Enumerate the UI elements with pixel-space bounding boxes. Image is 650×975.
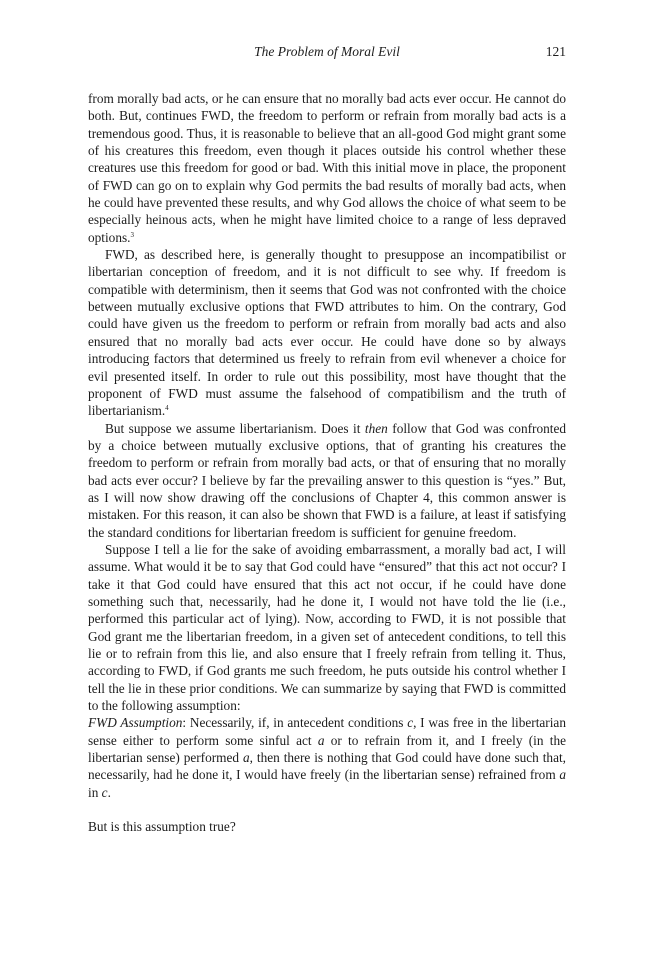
page-number: 121 <box>545 44 566 59</box>
quote-segment: in <box>88 784 102 800</box>
paragraph-5-text: But is this assumption true? <box>88 819 236 835</box>
paragraph-1 <box>88 90 566 246</box>
paragraph-5 <box>88 818 566 835</box>
paragraph-3 <box>88 420 566 541</box>
paragraph-1-text: from morally bad acts, or he can ensure that no morally bad acts ever occur. He cannot do both. But, continues FWD, the freedom to perform or refrain from morally bad acts is a tremendous good. Thus, it is reasonable to believe that an all-good God might grant some of his creatures this freedom, even though it places outside his control whether these creatures use this freedom for good or bad. With this initial move in place, the proponent of FWD can go on to explain why God permits the bad results of morally bad acts, when he could have prevented these results, and why God allows the choice of what seem to be especially heinous acts, when he might have limited choice to a range of less depraved options. <box>88 91 566 245</box>
running-header <box>88 44 566 64</box>
quote-variable: a <box>317 732 325 748</box>
quote-segment: , then there is nothing that God could have done such that, necessarily, had he done it, I would have freely (in the libertarian sense) refrained from <box>88 750 566 783</box>
footnote-ref-4[interactable]: 4 <box>165 404 169 413</box>
paragraph-2-text: FWD, as described here, is generally thought to presuppose an incompatibilist or libertarian conception of freedom, and it is not difficult to see why. If freedom is compatible with determinism, then it seems that God was not confronted with the choice between mutually exclusive options that FWD attributes to him. On the contrary, God could have given us the freedom to perform or refrain from morally bad acts and also ensured that no morally bad acts ever occur. He could have done so by always introducing factors that determined us freely to refrain from evil whenever a choice for evil presented itself. In order to rule out this possibility, most have thought that the proponent of FWD must assume the falsehood of compatibilism and the truth of libertarianism. <box>88 247 566 419</box>
paragraph-2 <box>88 246 566 419</box>
running-title: The Problem of Moral Evil <box>254 44 400 59</box>
quote-variable: c <box>407 715 414 731</box>
paragraph-4-text: Suppose I tell a lie for the sake of avoiding embarrassment, a morally bad act, I will assume. What would it be to say that God could have “ensured” that this act not occur? I take it that God could have ensured that this act not occur, if he could have done something such that, necessarily, had he done it, I would not have told the lie (i.e., performed this particular act of lying). Now, according to FWD, it is not possible that God grant me the libertarian freedom, in a given set of antecedent conditions, to tell this lie or to refrain from this lie, and also ensure that I freely refrain from telling it. Thus, according to FWD, if God grants me such freedom, he puts outside his control whether I tell the lie in these prior conditions. We can summarize by saying that FWD is committed to the following assumption: <box>88 541 566 714</box>
quote-segment: . <box>107 784 111 800</box>
quote-label: FWD Assumption <box>88 715 183 731</box>
quote-segment: : Necessarily, if, in antecedent conditions <box>182 715 408 731</box>
body-text <box>88 90 566 835</box>
quote-variable: a <box>243 750 250 766</box>
paragraph-4 <box>88 541 566 714</box>
quote-segment: , I was free in the libertarian sense either to perform some sinful act <box>88 715 566 748</box>
paragraph-3-text-start: But suppose we assume libertarianism. Does it <box>105 420 365 436</box>
emphasis-then: then <box>364 420 388 436</box>
quote-variable: a <box>559 767 566 783</box>
paragraph-3-text-end: follow that God was confronted by a choice between mutually exclusive options, that of granting his creatures the freedom to perform or refrain from morally bad acts, or that of ensuring that no morally bad acts ever occur? I believe by far the prevailing answer to this question is “yes.” But, as I will now show drawing off the conclusions of Chapter 4, this common answer is mistaken. For this reason, it can also be shown that FWD is a failure, at least if satisfying the standard conditions for libertarian freedom is sufficient for genuine freedom. <box>88 420 566 540</box>
quote-variable: c <box>101 784 108 800</box>
quote-segment: or to refrain from it, and I freely (in the libertarian sense) performed <box>88 732 566 766</box>
fwd-assumption-quote <box>88 714 566 801</box>
footnote-ref-3[interactable]: 3 <box>130 230 134 239</box>
